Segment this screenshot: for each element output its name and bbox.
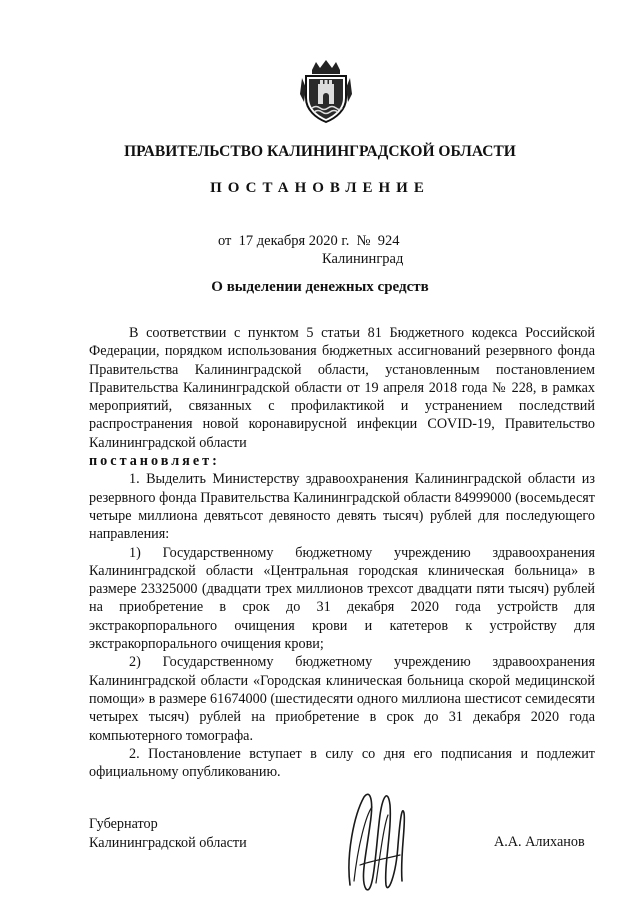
subitem-1-paragraph: 1) Государственному бюджетному учреждению здравоохранения Калининградской области «Центральная городская клиническая больница» в размере 23325000 (двадцати трех миллионов трехсот двадцати пяти тысяч) рублей на приобретение в срок до 31 декабря 2020 года устройств для экстракорпорального очищения крови и катетеров к устройству для экстракорпорального очищения крови;	[89, 544, 595, 653]
date-prefix: от	[218, 233, 232, 249]
preamble-paragraph: В соответствии с пунктом 5 статьи 81 Бюджетного кодекса Российской Федерации, порядком использования бюджетных ассигнований резервного фонда Правительства Калининградской области, установленным постановлением Правительства Калининградской области от 19 апреля 2018 года № 228, в рамках мероприятий, связанных с профилактикой и устранением последствий распространения новой коронавирусной инфекции COVID-19, Правительство Калининградской области	[89, 325, 595, 451]
position-line-1: Губернатор	[89, 816, 158, 832]
handwritten-signature	[340, 785, 412, 897]
document-subject: О выделении денежных средств	[211, 279, 429, 295]
number-sign: №	[356, 233, 371, 249]
resolves-word: постановляет:	[89, 453, 220, 470]
governor-name: А.А. Алиханов	[494, 834, 585, 850]
document-number: 924	[377, 233, 400, 249]
date-number-line	[218, 233, 399, 250]
government-title: ПРАВИТЕЛЬСТВО КАЛИНИНГРАДСКОЙ ОБЛАСТИ	[124, 143, 516, 160]
item-1-paragraph: 1. Выделить Министерству здравоохранения Калининградской области из резервного фонда Правительства Калининградской области 84999000 (восемьдесят четыре миллиона девятьсот девяносто девять тысяч) рублей для последующего направления:	[89, 471, 595, 543]
coat-of-arms-emblem	[298, 58, 354, 124]
resolves-paragraph	[89, 452, 595, 470]
document-body	[89, 324, 595, 781]
subitem-2-paragraph: 2) Государственному бюджетному учреждению здравоохранения Калининградской области «Городская клиническая больница скорой медицинской помощи» в размере 61674000 (шестидесяти одного миллиона шестисот семидесяти четырех тысяч) рублей на приобретение в срок до 31 декабря 2020 года компьютерного томографа.	[89, 654, 595, 744]
document-date: 17 декабря 2020 г.	[238, 233, 350, 249]
signatory-position	[89, 815, 247, 853]
position-line-2: Калининградской области	[89, 835, 247, 851]
item-2-paragraph: 2. Постановление вступает в силу со дня его подписания и подлежит официальному опубликованию.	[89, 745, 595, 781]
document-type: ПОСТАНОВЛЕНИЕ	[210, 180, 430, 196]
city: Калининград	[322, 251, 404, 267]
